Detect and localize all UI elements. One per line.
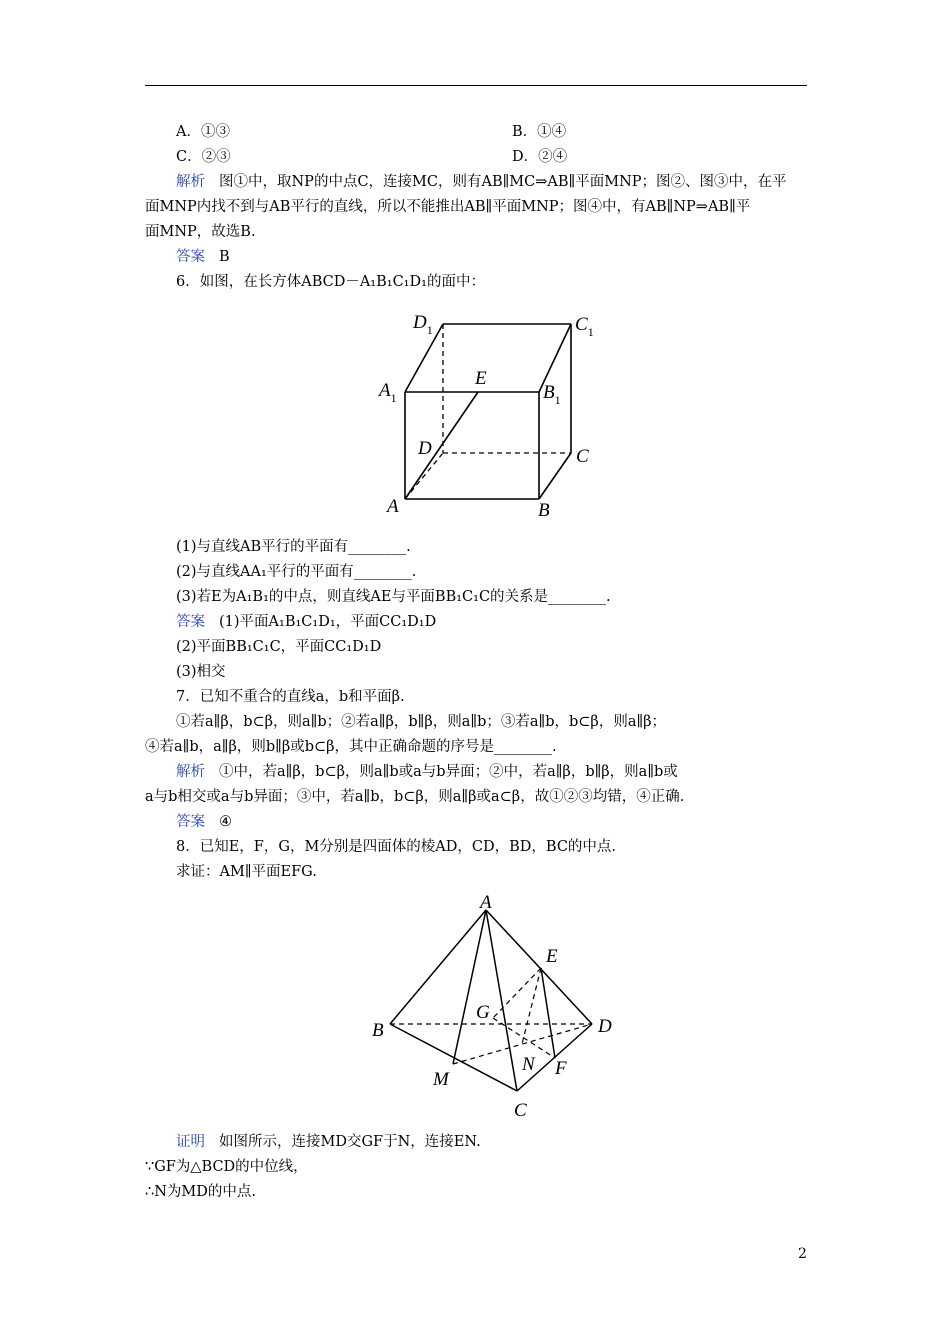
label-c: C <box>514 1100 527 1121</box>
q6-stem: 6．如图，在长方体ABCD－A₁B₁C₁D₁的面中： <box>176 274 485 290</box>
analysis-label: 解析 <box>176 174 205 190</box>
answer-text: ④ <box>219 814 232 830</box>
q7-line-1: ①若a∥β，b⊂β，则a∥b；②若a∥β，b∥β，则a∥b；③若a∥b，b⊂β，则a∥β； <box>176 714 667 730</box>
label-a: A <box>480 892 492 913</box>
q7-answer <box>176 812 232 832</box>
answer-text: (1)平面A₁B₁C₁D₁，平面CC₁D₁D <box>219 614 437 630</box>
q8-stem: 8．已知E，F，G，M分别是四面体的棱AD，CD，BD，BC的中点. <box>176 839 617 855</box>
q5-answer <box>176 247 230 267</box>
q6-answer-2: (2)平面BB₁C₁C，平面CC₁D₁D <box>176 639 382 655</box>
choice-c: C．②③ <box>176 149 231 165</box>
label-d1: $D_1$ <box>413 312 433 337</box>
tetrahedron-figure <box>360 888 620 1123</box>
q6-part-1: (1)与直线AB平行的平面有________. <box>176 539 411 555</box>
label-n: N <box>522 1054 535 1075</box>
analysis-label: 解析 <box>176 764 205 780</box>
q5-analysis-line-3: 面MNP，故选B. <box>145 224 256 240</box>
header-rule <box>145 85 807 86</box>
q6-part-3: (3)若E为A₁B₁的中点，则直线AE与平面BB₁C₁C的关系是________. <box>176 589 611 605</box>
q7-analysis-line-2: a与b相交或a与b异面；③中，若a∥b，b⊂β，则a∥β或a⊂β，故①②③均错，④正确. <box>145 789 685 805</box>
label-c: C <box>576 446 589 467</box>
label-g: G <box>476 1002 490 1023</box>
label-e: E <box>546 946 558 967</box>
q8-proof-line-3: ∴N为MD的中点. <box>145 1184 256 1200</box>
choice-a: A．①③ <box>176 124 230 140</box>
q7-stem: 7．已知不重合的直线a，b和平面β. <box>176 689 405 705</box>
label-b: B <box>538 500 550 521</box>
q8-proof-line-1 <box>176 1132 481 1152</box>
answer-label: 答案 <box>176 249 205 265</box>
label-d: D <box>418 438 432 459</box>
analysis-text: 图①中，取NP的中点C，连接MC，则有AB∥MC⇒AB∥平面MNP；图②、图③中，在平 <box>219 174 787 190</box>
page-number: 2 <box>798 1246 807 1262</box>
proof-text: 如图所示，连接MD交GF于N，连接EN. <box>219 1134 481 1150</box>
q6-answer-3: (3)相交 <box>176 664 226 680</box>
analysis-text: ①中，若a∥β，b⊂β，则a∥b或a与b异面；②中，若a∥β，b∥β，则a∥b或 <box>219 764 678 780</box>
label-d: D <box>598 1016 612 1037</box>
q5-analysis-line-2: 面MNP内找不到与AB平行的直线，所以不能推出AB∥平面MNP；图④中，有AB∥NP⇒AB∥平 <box>145 199 751 215</box>
proof-label: 证明 <box>176 1134 205 1150</box>
label-b: B <box>372 1020 384 1041</box>
label-f: F <box>555 1058 567 1079</box>
q8-proof-line-2: ∵GF为△BCD的中位线， <box>145 1159 308 1175</box>
q6-part-2: (2)与直线AA₁平行的平面有________. <box>176 564 417 580</box>
choice-b: B．①④ <box>512 124 567 140</box>
answer-label: 答案 <box>176 814 205 830</box>
label-m: M <box>433 1069 449 1090</box>
answer-label: 答案 <box>176 614 205 630</box>
label-e: E <box>475 368 487 389</box>
q8-prove: 求证：AM∥平面EFG. <box>176 864 317 880</box>
label-c1: $C_1$ <box>575 314 594 339</box>
label-a: A <box>387 496 399 517</box>
cuboid-figure <box>370 300 610 522</box>
label-b1: $B_1$ <box>543 382 561 407</box>
answer-text: B <box>219 249 230 265</box>
q7-analysis-line-1 <box>176 762 678 782</box>
choice-d: D．②④ <box>512 149 568 165</box>
q6-answer-1 <box>176 612 436 632</box>
label-a1: $A_1$ <box>379 380 397 405</box>
q5-analysis-line-1 <box>176 172 787 192</box>
q7-line-2: ④若a∥b，a∥β，则b∥β或b⊂β，其中正确命题的序号是________. <box>145 739 557 755</box>
